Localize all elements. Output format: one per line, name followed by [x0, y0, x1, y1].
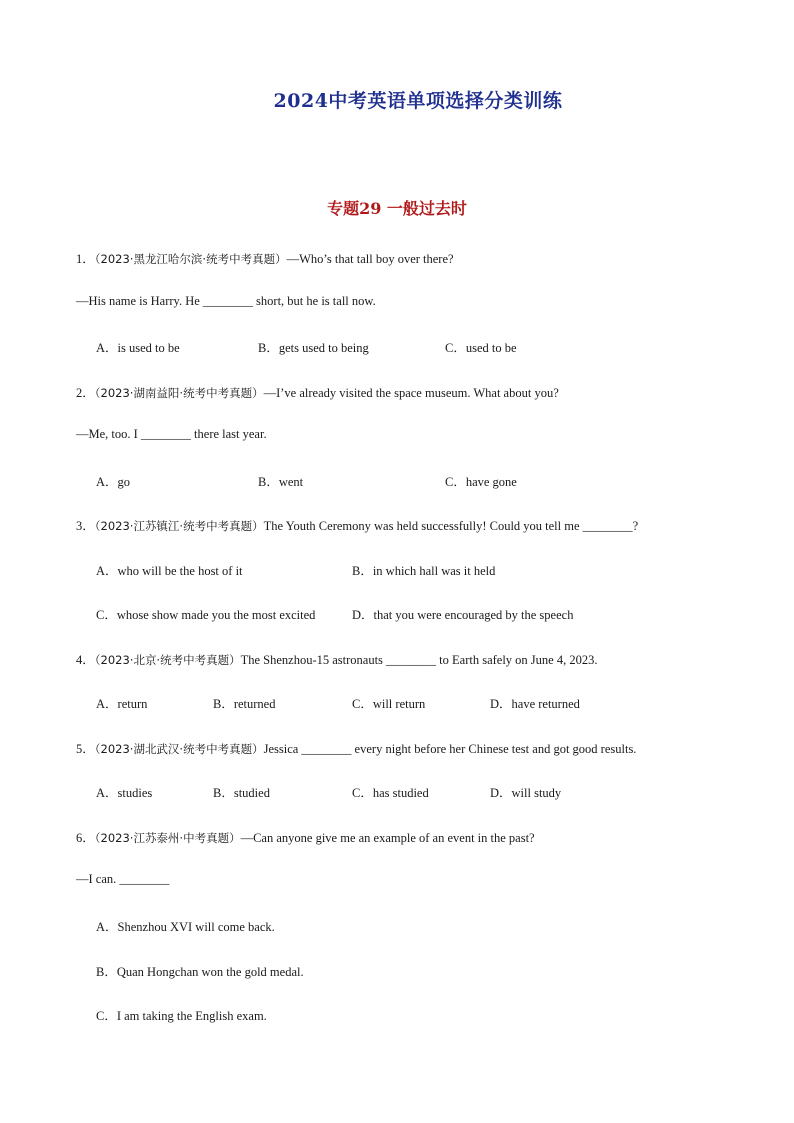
question-3-option-a: A．who will be the host of it	[96, 564, 243, 578]
question-number: 6．	[76, 831, 95, 845]
page-title: 2024中考英语单项选择分类训练	[273, 90, 563, 112]
question-2-continuation: —Me, too. I ________ there last year.	[76, 427, 267, 441]
question-1-continuation: —His name is Harry. He ________ short, but he is tall now.	[76, 294, 376, 308]
question-number: 1．	[76, 252, 95, 266]
question-stem: —I’ve already visited the space museum. What about you?	[263, 386, 559, 400]
question-5-option-d: D．will study	[490, 786, 562, 800]
topic-subtitle: 专题29 一般过去时	[327, 199, 467, 218]
question-6-continuation: —I can. ________	[76, 872, 170, 886]
question-4-option-b: B．returned	[213, 697, 276, 711]
question-1-option-c: C．used to be	[445, 341, 517, 355]
question-stem: Jessica ________ every night before her Chinese test and got good results.	[263, 742, 637, 756]
question-stem: The Youth Ceremony was held successfully! Could you tell me ________?	[263, 519, 639, 533]
question-6-option-b: B．Quan Hongchan won the gold medal.	[96, 965, 304, 979]
question-6	[76, 828, 535, 846]
question-3-option-b: B．in which hall was it held	[352, 564, 496, 578]
question-2	[76, 383, 559, 401]
question-4-option-c: C．will return	[352, 697, 426, 711]
question-2-option-b: B．went	[258, 475, 304, 489]
question-5-option-a: A．studies	[96, 786, 153, 800]
question-number: 5．	[76, 742, 95, 756]
question-5	[76, 739, 636, 757]
question-2-option-a: A．go	[96, 475, 131, 489]
question-stem: The Shenzhou-15 astronauts ________ to Earth safely on June 4, 2023.	[240, 653, 598, 667]
question-6-option-c: C．I am taking the English exam.	[96, 1009, 267, 1023]
question-4-option-a: A．return	[96, 697, 148, 711]
question-number: 3．	[76, 519, 95, 533]
question-6-option-a: A．Shenzhou XVI will come back.	[96, 920, 275, 934]
question-3-option-d: D．that you were encouraged by the speech	[352, 608, 574, 622]
question-number: 2．	[76, 386, 95, 400]
question-source: （2023·湖北武汉·统考中考真题）	[94, 742, 264, 756]
question-5-option-c: C．has studied	[352, 786, 429, 800]
question-source: （2023·湖南益阳·统考中考真题）	[94, 386, 264, 400]
question-1-option-b: B．gets used to being	[258, 341, 369, 355]
question-number: 4．	[76, 653, 95, 667]
question-4-option-d: D．have returned	[490, 697, 580, 711]
question-2-option-c: C．have gone	[445, 475, 517, 489]
question-stem: —Who’s that tall boy over there?	[286, 252, 454, 266]
question-stem: —Can anyone give me an example of an event in the past?	[240, 831, 535, 845]
question-3	[76, 516, 638, 534]
question-source: （2023·黑龙江哈尔滨·统考中考真题）	[94, 252, 287, 266]
question-3-option-c: C．whose show made you the most excited	[96, 608, 316, 622]
question-4	[76, 650, 597, 668]
question-source: （2023·江苏镇江·统考中考真题）	[94, 519, 264, 533]
question-5-option-b: B．studied	[213, 786, 270, 800]
question-source: （2023·北京·统考中考真题）	[94, 653, 241, 667]
question-1-option-a: A．is used to be	[96, 341, 180, 355]
question-source: （2023·江苏泰州·中考真题）	[94, 831, 241, 845]
question-1	[76, 249, 454, 267]
